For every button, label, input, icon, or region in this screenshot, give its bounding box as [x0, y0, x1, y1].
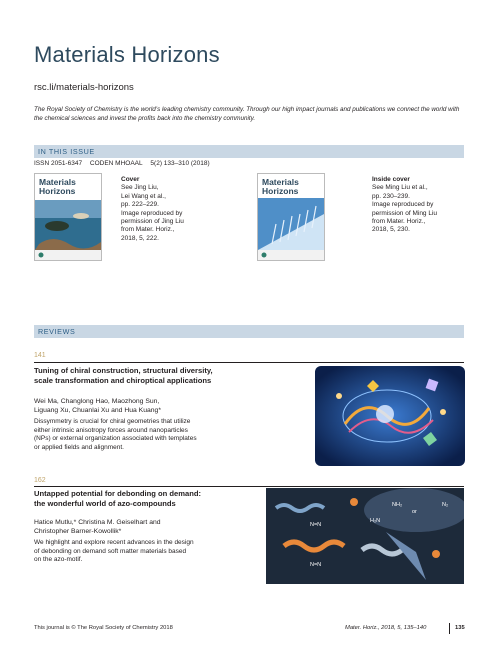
inside-cover-thumbnail[interactable]	[257, 173, 325, 261]
review-abstract: We highlight and explore recent advances in the design of debonding on demand soft matter materials based on the azo-motif.	[34, 539, 194, 564]
azo-compound-graphic	[266, 488, 464, 584]
rsc-intro-text: The Royal Society of Chemistry is the world’s leading chemistry community. Through our high impact journals and publications we connect the world with the chemical sciences and invest the profits back into the chemistry community.	[34, 106, 460, 122]
inside-cover-description: Inside cover See Ming Liu et al., pp. 230–239. Image reproduced by permission of Ming Liu from Mater. Horiz., 2018, 5, 230.	[372, 176, 462, 235]
issn: ISSN 2051-6347	[34, 160, 83, 167]
azo-label-n2: N₂	[442, 502, 449, 508]
cover-thumbnail[interactable]	[34, 173, 102, 261]
inside-cover-thumb-title: Materials Horizons	[262, 177, 299, 196]
reviews-band	[34, 325, 464, 338]
cover-thumb-title: Materials Horizons	[39, 177, 76, 196]
azo-label-nn-top: N=N	[310, 522, 322, 528]
footer-page-number: 135	[455, 625, 465, 631]
coden: CODEN MHOAAL	[89, 160, 143, 167]
review-authors: Hatice Mutlu,* Christina M. Geiselhart and Christopher Barner-Kowollik*	[34, 519, 161, 535]
azo-label-h2n: H₂N	[370, 518, 381, 524]
review-title[interactable]: Tuning of chiral construction, structural diversity, scale transformation and chiroptical applications	[34, 366, 213, 385]
footer-copyright: This journal is © The Royal Society of Chemistry 2018	[34, 625, 173, 631]
reviews-label: REVIEWS	[38, 327, 76, 336]
journal-url[interactable]: rsc.li/materials-horizons	[34, 82, 134, 93]
volume-info: 5(2) 133–310 (2018)	[150, 160, 210, 167]
review-authors: Wei Ma, Changlong Hao, Maozhong Sun, Liguang Xu, Chuanlai Xu and Hua Kuang*	[34, 398, 161, 414]
divider	[34, 486, 464, 487]
cover-heading: Cover	[121, 176, 140, 183]
chiral-nanostructure-graphic	[315, 366, 465, 466]
review-title[interactable]: Untapped potential for debonding on demand: the wonderful world of azo-compounds	[34, 489, 202, 508]
footer-divider	[449, 623, 450, 634]
divider	[34, 362, 464, 363]
in-this-issue-label: IN THIS ISSUE	[38, 147, 95, 156]
in-this-issue-band	[34, 145, 464, 158]
inside-cover-heading: Inside cover	[372, 176, 410, 183]
azo-label-nn-bottom: N=N	[310, 562, 322, 568]
journal-title: Materials Horizons	[34, 42, 220, 67]
review-page-number: 141	[34, 352, 46, 359]
review-abstract: Dissymmetry is crucial for chiral geometries that utilize either intrinsic anisotropy forces around nanoparticles (NPs) or external organization associated with templates or applied fields and alignment.	[34, 418, 197, 451]
footer-citation: Mater. Horiz., 2018, 5, 135–140	[345, 625, 427, 631]
issue-info	[34, 160, 216, 167]
cover-description: Cover See Jing Liu, Lei Wang et al., pp. 222–229. Image reproduced by permission of Jing Liu from Mater. Horiz., 2018, 5, 222.	[121, 176, 211, 243]
review-page-number: 162	[34, 477, 46, 484]
azo-label-nh2: NH₂	[392, 502, 403, 508]
azo-label-or: or	[412, 509, 417, 515]
